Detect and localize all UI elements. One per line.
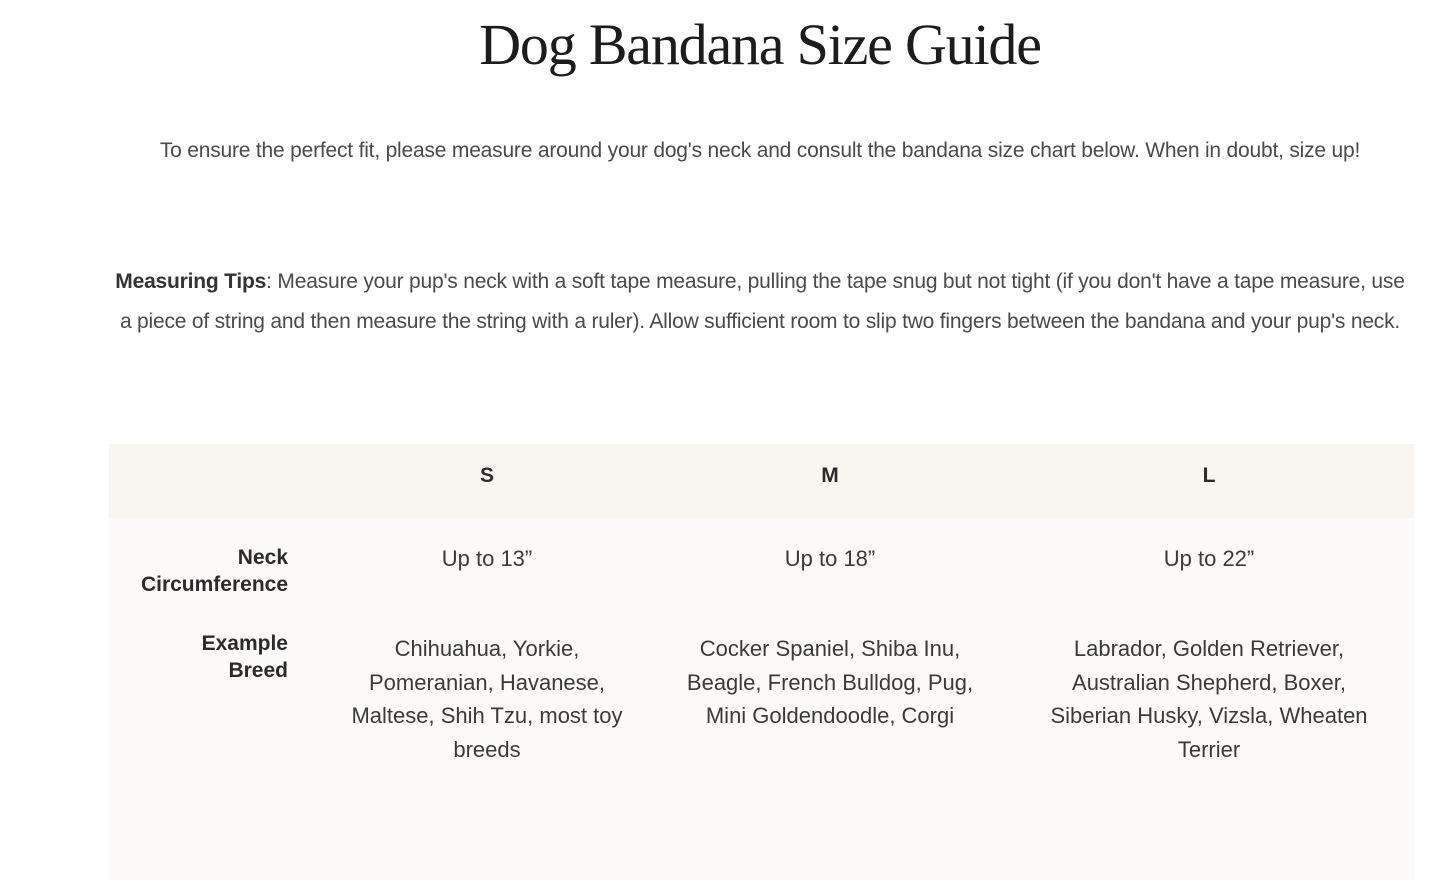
- table-cell-neck-m: Up to 18”: [784, 546, 876, 571]
- table-header-row: [109, 444, 1414, 518]
- table-cell-neck-l: Up to 22”: [1163, 546, 1255, 571]
- table-cell-breed-m: Cocker Spaniel, Shiba Inu, Beagle, French Bulldog, Pug, Mini Goldendoodle, Corgi: [686, 636, 974, 728]
- table-cell-breed-s: Chihuahua, Yorkie, Pomeranian, Havanese, Maltese, Shih Tzu, most toy breeds: [351, 636, 623, 762]
- page-title: Dog Bandana Size Guide: [479, 12, 1041, 77]
- size-chart-table: [109, 444, 1414, 880]
- table-cell-neck-s: Up to 13”: [441, 546, 533, 571]
- measuring-tips-label: Measuring Tips: [115, 270, 267, 293]
- column-header-m: M: [821, 464, 839, 487]
- measuring-tips-text: : Measure your pup's neck with a soft tape measure, pulling the tape snug but not tight (if you don't have a tape measure, use a piece of string and then measure the string with a ruler). Allow sufficient room to slip two fingers between the bandana and your pup's neck.: [119, 270, 1405, 333]
- row-label-neck-circumference: Neck Circumference: [140, 546, 288, 596]
- column-header-s: S: [479, 464, 494, 487]
- measuring-tips-paragraph: [110, 262, 1410, 342]
- table-cell-breed-l: Labrador, Golden Retriever, Australian Shepherd, Boxer, Siberian Husky, Vizsla, Wheaten Terrier: [1050, 636, 1368, 762]
- row-label-example-breed: Example Breed: [201, 632, 288, 682]
- intro-paragraph: To ensure the perfect fit, please measure around your dog's neck and consult the bandana size chart below. When in doubt, size up!: [159, 139, 1361, 162]
- column-header-l: L: [1202, 464, 1216, 487]
